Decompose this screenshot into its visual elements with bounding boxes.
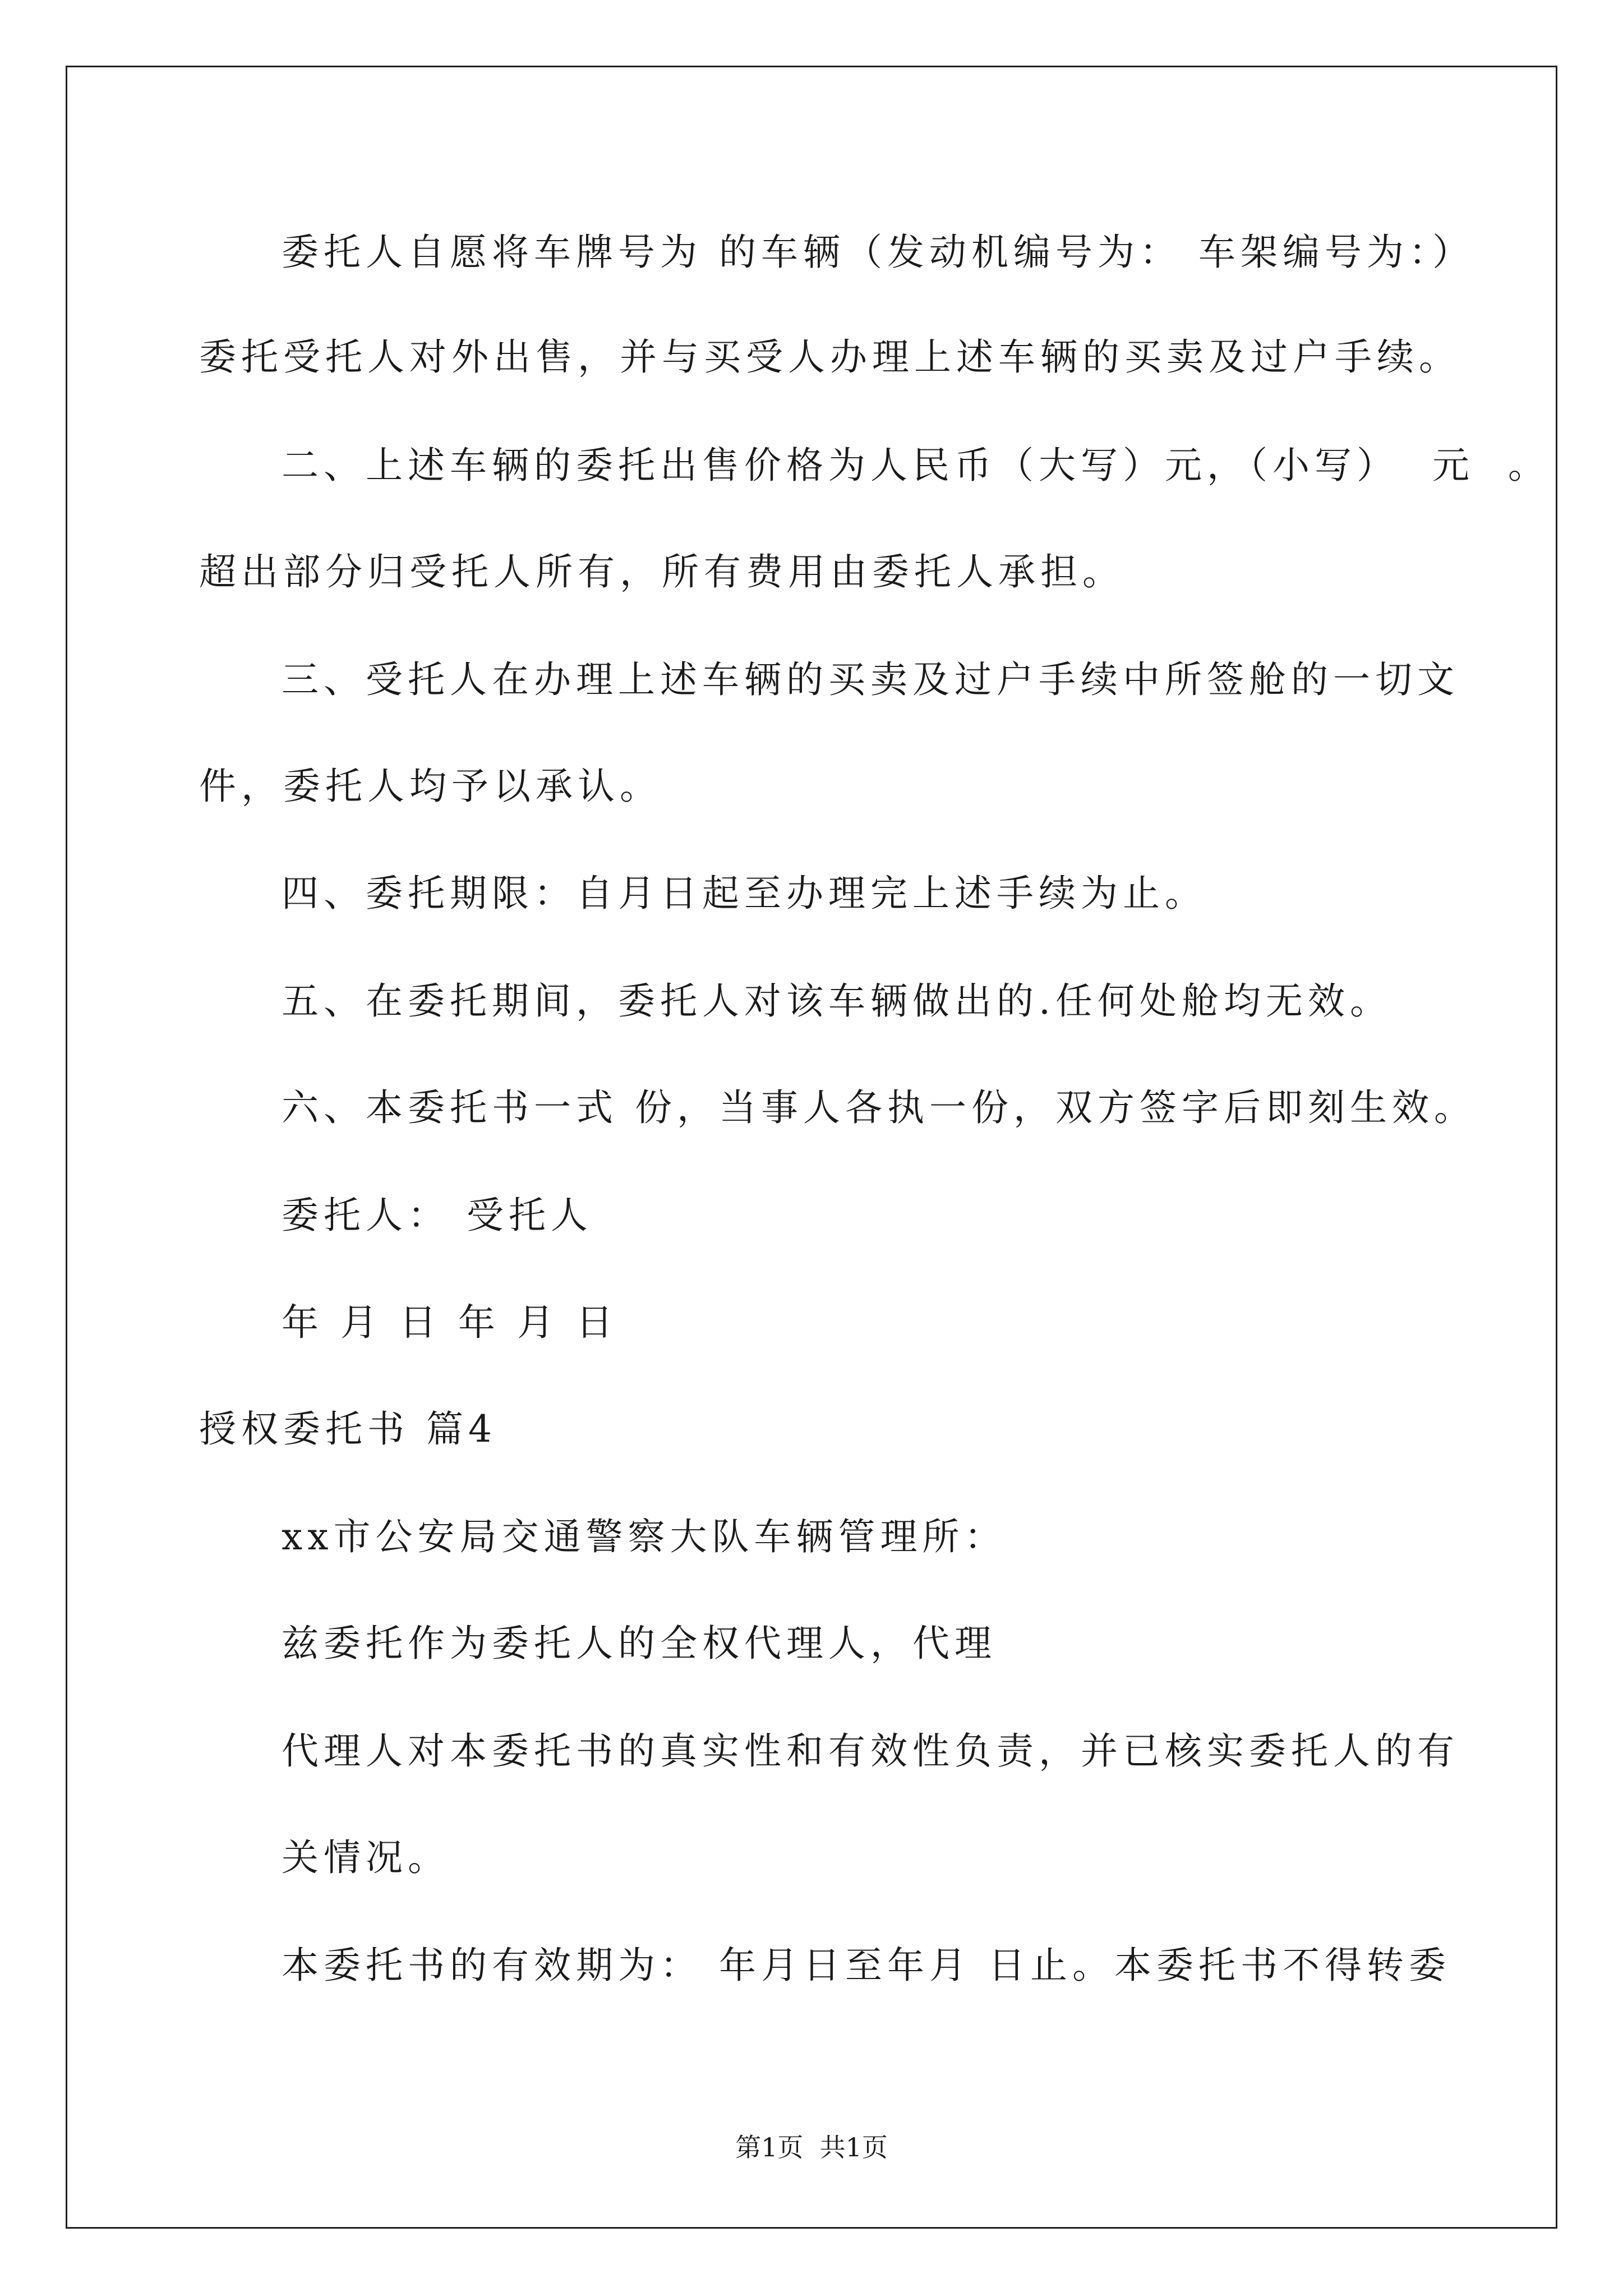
line-clause-5: 五、在委托期间，委托人对该车辆做出的.任何处舱均无效。 bbox=[282, 979, 1392, 1023]
line-clause-3: 三、受托人在办理上述车辆的买卖及过户手续中所签舱的一切文 bbox=[282, 658, 1459, 701]
line-addressee: xx市公安局交通警察大队车辆管理所： bbox=[282, 1515, 1007, 1558]
page-footer: 第1页 共1页 bbox=[735, 2132, 888, 2162]
line-clause-6: 六、本委托书一式 份，当事人各执一份，双方签字后即刻生效。 bbox=[282, 1086, 1476, 1129]
line-signature-dates: 年 月 日 年 月 日 bbox=[282, 1301, 618, 1344]
line-signatories: 委托人： 受托人 bbox=[282, 1194, 593, 1237]
line-vehicle-intro: 委托人自愿将车牌号为 的车辆（发动机编号为： 车架编号为：） bbox=[282, 231, 1474, 274]
line-clause-4: 四、委托期限：自月日起至办理完上述手续为止。 bbox=[282, 872, 1207, 915]
line-clause-2-price: 二、上述车辆的委托出售价格为人民币（大写）元，（小写） 元 。 bbox=[282, 444, 1550, 487]
line-validity-period: 本委托书的有效期为： 年月日至年月 日止。本委托书不得转委 bbox=[282, 1944, 1451, 1987]
line-excess-belongs: 超出部分归受托人所有，所有费用由委托人承担。 bbox=[199, 550, 1124, 593]
page-border bbox=[66, 66, 1557, 2229]
line-clause-3-cont: 件，委托人均予以承认。 bbox=[199, 765, 662, 808]
section-heading: 授权委托书 篇4 bbox=[199, 1407, 497, 1451]
line-agent-responsibility-cont: 关情况。 bbox=[282, 1836, 450, 1879]
line-appointment: 兹委托作为委托人的全权代理人，代理 bbox=[282, 1622, 997, 1665]
line-sale-commission: 委托受托人对外出售，并与买受人办理上述车辆的买卖及过户手续。 bbox=[199, 335, 1461, 379]
line-agent-responsibility: 代理人对本委托书的真实性和有效性负责，并已核实委托人的有 bbox=[282, 1729, 1459, 1773]
